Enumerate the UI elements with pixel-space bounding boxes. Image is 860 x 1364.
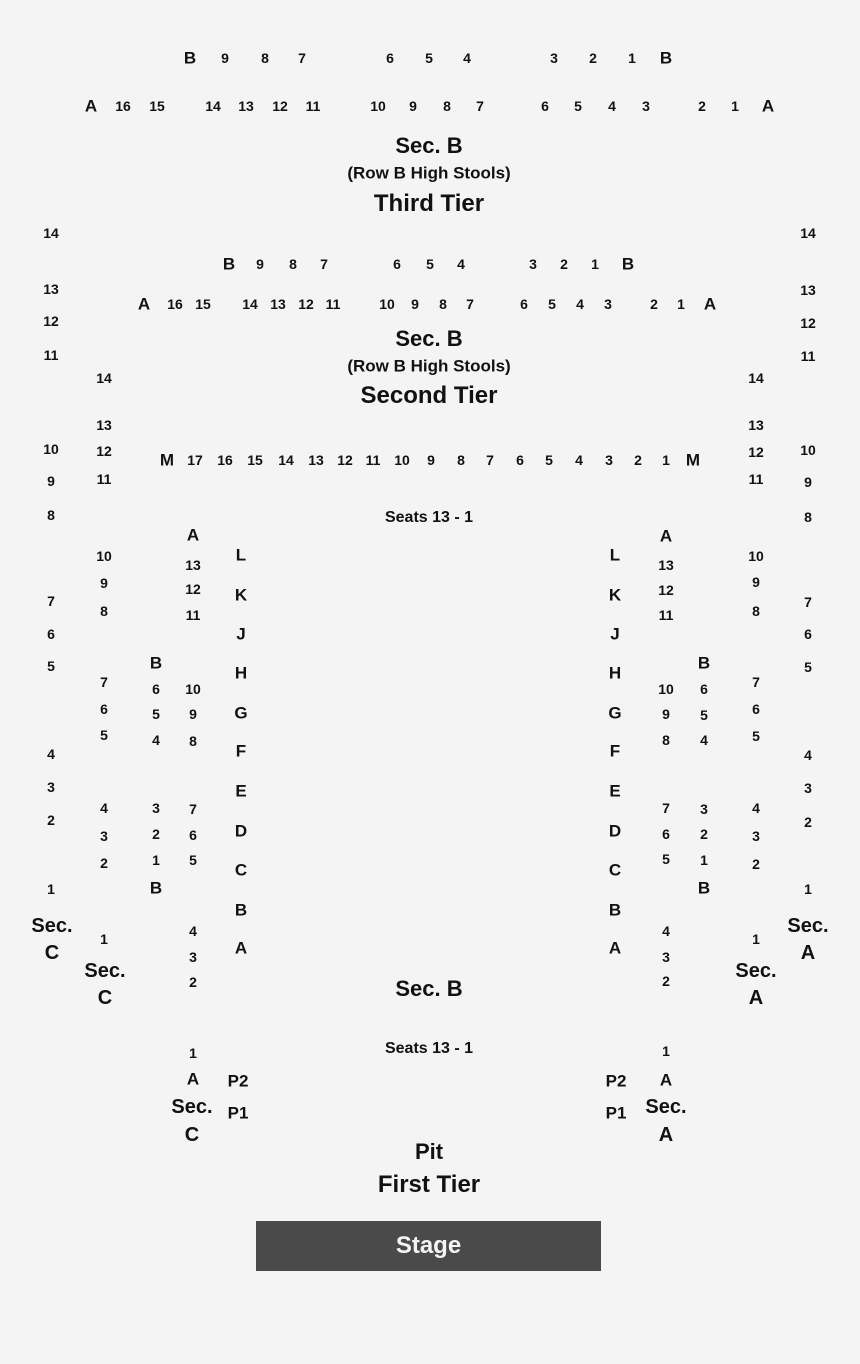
right-side-seat: 7 <box>752 674 760 690</box>
third-tier-row-b-seat: 7 <box>298 50 306 66</box>
third-tier-row-a-seat: 5 <box>574 98 582 114</box>
third-tier-section-label: Sec. B <box>395 133 463 158</box>
row-letter-left: D <box>234 821 248 841</box>
row-letter-left: K <box>234 585 248 605</box>
box-seat-left: 9 <box>189 706 197 722</box>
third-tier-row-a-seat: A <box>84 96 98 116</box>
box-seat-right: 8 <box>662 732 670 748</box>
box-seat-right: 2 <box>662 973 670 989</box>
second-tier-row-b-seat: 1 <box>591 256 599 272</box>
third-tier-row-a-seat: 1 <box>731 98 739 114</box>
outer-left-seat: 8 <box>47 507 55 523</box>
box-seat-right: 13 <box>658 557 674 573</box>
box-seat-left: 1 <box>152 852 160 868</box>
left-side-seat: 3 <box>100 828 108 844</box>
outer-right-seat: 4 <box>804 747 812 763</box>
outer-left-seat: 4 <box>47 746 55 762</box>
second-tier-row-a-seat: 12 <box>298 296 314 312</box>
box-seat-right: 5 <box>662 851 670 867</box>
second-tier-row-a-seat: 9 <box>411 296 419 312</box>
second-tier-row-a-seat: 13 <box>270 296 286 312</box>
box-seat-right: 11 <box>658 607 674 623</box>
third-tier-row-a-seat: 12 <box>272 98 288 114</box>
second-tier-row-a-seat: 7 <box>466 296 474 312</box>
right-side-seat: 12 <box>748 444 764 460</box>
row-letter-left: H <box>234 663 248 683</box>
box-seat-right: A <box>659 1070 673 1090</box>
first-tier-row-m-seat: 8 <box>457 452 465 468</box>
section-a-label: Sec. <box>787 915 829 937</box>
section-c-label: C <box>184 1124 200 1146</box>
first-tier-row-m-seat: 7 <box>486 452 494 468</box>
third-tier-row-a-seat: 6 <box>541 98 549 114</box>
section-a-label: A <box>800 942 816 964</box>
row-letter-left: G <box>234 703 248 723</box>
right-side-seat: 9 <box>752 574 760 590</box>
row-letter-right: G <box>608 703 622 723</box>
third-tier-row-b-seat: 5 <box>425 50 433 66</box>
left-side-seat: 10 <box>96 548 112 564</box>
box-seat-left: A <box>186 525 200 545</box>
box-seat-left: B <box>149 878 163 898</box>
second-tier-row-a-seat: A <box>137 294 151 314</box>
box-seat-left: A <box>186 1069 200 1089</box>
left-side-seat: 2 <box>100 855 108 871</box>
third-tier-row-a-seat: 11 <box>305 98 321 114</box>
second-tier-row-b-seat: 9 <box>256 256 264 272</box>
left-side-seat: 4 <box>100 800 108 816</box>
box-seat-left: 1 <box>189 1045 197 1061</box>
third-tier-row-b-seat: 3 <box>550 50 558 66</box>
box-seat-left: 8 <box>189 733 197 749</box>
second-tier-row-b-seat: B <box>222 254 236 274</box>
pit-row-right: P1 <box>605 1103 627 1123</box>
section-c-label: Sec. <box>84 960 126 982</box>
box-seat-left: 2 <box>189 974 197 990</box>
outer-left-seat: 9 <box>47 473 55 489</box>
box-seat-right: 12 <box>658 582 674 598</box>
row-letter-right: E <box>609 781 621 801</box>
box-seat-right: 1 <box>662 1043 670 1059</box>
third-tier-row-a-seat: 16 <box>115 98 131 114</box>
second-tier-row-a-seat: 1 <box>677 296 685 312</box>
left-side-seat: 7 <box>100 674 108 690</box>
third-tier-row-a-seat: 10 <box>370 98 386 114</box>
right-side-seat: 3 <box>752 828 760 844</box>
outer-right-seat: 8 <box>804 509 812 525</box>
left-side-seat: 8 <box>100 603 108 619</box>
box-seat-left: 7 <box>189 801 197 817</box>
section-a-label: A <box>658 1124 674 1146</box>
row-letter-right: K <box>608 585 622 605</box>
second-tier-row-a-seat: 4 <box>576 296 584 312</box>
box-seat-right: 4 <box>700 732 708 748</box>
left-side-seat: 5 <box>100 727 108 743</box>
outer-left-seat: 14 <box>43 225 59 241</box>
first-tier-section-label: Sec. B <box>395 976 463 1001</box>
right-side-seat: 2 <box>752 856 760 872</box>
section-c-label: C <box>97 987 113 1009</box>
second-tier-row-a-seat: 14 <box>242 296 258 312</box>
section-a-label: Sec. <box>645 1096 687 1118</box>
row-letter-right: H <box>608 663 622 683</box>
row-letter-right: A <box>608 938 622 958</box>
row-letter-left: J <box>236 624 246 644</box>
box-seat-left: 4 <box>152 732 160 748</box>
row-letter-right: C <box>608 860 622 880</box>
seats-range-label: Seats 13 - 1 <box>384 509 474 526</box>
left-side-seat: 6 <box>100 701 108 717</box>
third-tier-row-b-seat: B <box>183 48 197 68</box>
second-tier-row-a-seat: 3 <box>604 296 612 312</box>
pit-row-right: P2 <box>605 1071 627 1091</box>
left-side-seat: 11 <box>96 471 112 487</box>
row-letter-left: F <box>235 741 247 761</box>
row-letter-right: D <box>608 821 622 841</box>
third-tier-row-a-seat: 2 <box>698 98 706 114</box>
box-seat-right: B <box>697 653 711 673</box>
second-tier-row-a-seat: 16 <box>167 296 183 312</box>
third-tier-note: (Row B High Stools) <box>347 163 511 183</box>
box-seat-right: 4 <box>662 923 670 939</box>
third-tier-row-a-seat: 8 <box>443 98 451 114</box>
seats-range-label: Seats 13 - 1 <box>384 1040 474 1057</box>
second-tier-row-a-seat: 2 <box>650 296 658 312</box>
box-seat-left: 6 <box>152 681 160 697</box>
box-seat-right: B <box>697 878 711 898</box>
left-side-seat: 12 <box>96 443 112 459</box>
outer-left-seat: 12 <box>43 313 59 329</box>
third-tier-row-a-seat: 3 <box>642 98 650 114</box>
third-tier-row-b-seat: 8 <box>261 50 269 66</box>
row-letter-left: E <box>235 781 247 801</box>
first-tier-row-m-seat: 16 <box>217 452 233 468</box>
first-tier-row-m-seat: 12 <box>337 452 353 468</box>
first-tier-row-m-seat: 3 <box>605 452 613 468</box>
second-tier-row-b-seat: B <box>621 254 635 274</box>
pit-row-left: P1 <box>227 1103 249 1123</box>
third-tier-row-a-seat: 15 <box>149 98 165 114</box>
outer-left-seat: 11 <box>43 347 59 363</box>
second-tier-note: (Row B High Stools) <box>347 356 511 376</box>
first-tier-row-m-seat: 5 <box>545 452 553 468</box>
third-tier-row-b-seat: 4 <box>463 50 471 66</box>
third-tier-row-a-seat: 13 <box>238 98 254 114</box>
first-tier-row-m-seat: M <box>159 450 175 470</box>
right-side-seat: 1 <box>752 931 760 947</box>
first-tier-row-m-seat: 4 <box>575 452 583 468</box>
right-side-seat: 14 <box>748 370 764 386</box>
outer-left-seat: 5 <box>47 658 55 674</box>
section-a-label: Sec. <box>735 960 777 982</box>
second-tier-row-a-seat: 11 <box>325 296 341 312</box>
first-tier-row-m-seat: 1 <box>662 452 670 468</box>
first-tier-row-m-seat: 2 <box>634 452 642 468</box>
box-seat-left: 5 <box>189 852 197 868</box>
second-tier-row-a-seat: 5 <box>548 296 556 312</box>
box-seat-right: A <box>659 526 673 546</box>
outer-right-seat: 12 <box>800 315 816 331</box>
section-a-label: A <box>748 987 764 1009</box>
row-letter-left: C <box>234 860 248 880</box>
third-tier-row-a-seat: 14 <box>205 98 221 114</box>
third-tier-row-a-seat: 9 <box>409 98 417 114</box>
third-tier-title: Third Tier <box>373 190 485 217</box>
box-seat-left: 4 <box>189 923 197 939</box>
second-tier-row-b-seat: 8 <box>289 256 297 272</box>
row-letter-right: B <box>608 900 622 920</box>
third-tier-row-a-seat: 7 <box>476 98 484 114</box>
outer-right-seat: 10 <box>800 442 816 458</box>
right-side-seat: 8 <box>752 603 760 619</box>
second-tier-title: Second Tier <box>360 382 498 409</box>
third-tier-row-b-seat: 1 <box>628 50 636 66</box>
second-tier-row-a-seat: A <box>703 294 717 314</box>
third-tier-row-b-seat: 2 <box>589 50 597 66</box>
box-seat-left: 2 <box>152 826 160 842</box>
box-seat-right: 3 <box>662 949 670 965</box>
outer-left-seat: 10 <box>43 441 59 457</box>
box-seat-right: 2 <box>700 826 708 842</box>
first-tier-row-m-seat: 6 <box>516 452 524 468</box>
outer-left-seat: 3 <box>47 779 55 795</box>
third-tier-row-a-seat: 4 <box>608 98 616 114</box>
right-side-seat: 10 <box>748 548 764 564</box>
row-letter-right: F <box>609 741 621 761</box>
right-side-seat: 13 <box>748 417 764 433</box>
right-side-seat: 5 <box>752 728 760 744</box>
first-tier-row-m-seat: 10 <box>394 452 410 468</box>
third-tier-row-a-seat: A <box>761 96 775 116</box>
second-tier-row-b-seat: 3 <box>529 256 537 272</box>
second-tier-row-a-seat: 6 <box>520 296 528 312</box>
right-side-seat: 6 <box>752 701 760 717</box>
box-seat-left: 3 <box>152 800 160 816</box>
second-tier-row-b-seat: 7 <box>320 256 328 272</box>
pit-label: Pit <box>414 1139 444 1164</box>
second-tier-row-b-seat: 6 <box>393 256 401 272</box>
box-seat-right: 10 <box>658 681 674 697</box>
outer-right-seat: 6 <box>804 626 812 642</box>
box-seat-right: 9 <box>662 706 670 722</box>
box-seat-left: 6 <box>189 827 197 843</box>
outer-right-seat: 11 <box>800 348 816 364</box>
box-seat-left: B <box>149 653 163 673</box>
outer-left-seat: 13 <box>43 281 59 297</box>
row-letter-left: L <box>235 545 247 565</box>
first-tier-row-m-seat: 13 <box>308 452 324 468</box>
third-tier-row-b-seat: B <box>659 48 673 68</box>
left-side-seat: 9 <box>100 575 108 591</box>
box-seat-right: 5 <box>700 707 708 723</box>
outer-right-seat: 7 <box>804 594 812 610</box>
third-tier-row-b-seat: 6 <box>386 50 394 66</box>
outer-right-seat: 9 <box>804 474 812 490</box>
first-tier-row-m-seat: 9 <box>427 452 435 468</box>
pit-row-left: P2 <box>227 1071 249 1091</box>
row-letter-right: J <box>610 624 620 644</box>
first-tier-row-m-seat: 15 <box>247 452 263 468</box>
box-seat-right: 3 <box>700 801 708 817</box>
left-side-seat: 14 <box>96 370 112 386</box>
outer-left-seat: 7 <box>47 593 55 609</box>
box-seat-left: 11 <box>185 607 201 623</box>
outer-left-seat: 1 <box>47 881 55 897</box>
row-letter-left: B <box>234 900 248 920</box>
second-tier-row-b-seat: 2 <box>560 256 568 272</box>
box-seat-right: 6 <box>700 681 708 697</box>
box-seat-right: 1 <box>700 852 708 868</box>
box-seat-left: 13 <box>185 557 201 573</box>
right-side-seat: 11 <box>748 471 764 487</box>
left-side-seat: 1 <box>100 931 108 947</box>
box-seat-left: 3 <box>189 949 197 965</box>
stage: Stage <box>256 1221 601 1271</box>
outer-right-seat: 13 <box>800 282 816 298</box>
outer-left-seat: 2 <box>47 812 55 828</box>
second-tier-row-a-seat: 8 <box>439 296 447 312</box>
outer-right-seat: 5 <box>804 659 812 675</box>
outer-right-seat: 2 <box>804 814 812 830</box>
outer-right-seat: 1 <box>804 881 812 897</box>
box-seat-right: 6 <box>662 826 670 842</box>
second-tier-row-a-seat: 10 <box>379 296 395 312</box>
box-seat-left: 5 <box>152 706 160 722</box>
section-c-label: Sec. <box>31 915 73 937</box>
box-seat-left: 12 <box>185 581 201 597</box>
first-tier-row-m-seat: 17 <box>187 452 203 468</box>
left-side-seat: 13 <box>96 417 112 433</box>
second-tier-row-b-seat: 5 <box>426 256 434 272</box>
first-tier-row-m-seat: 14 <box>278 452 294 468</box>
outer-left-seat: 6 <box>47 626 55 642</box>
second-tier-row-b-seat: 4 <box>457 256 465 272</box>
section-c-label: C <box>44 942 60 964</box>
first-tier-title: First Tier <box>377 1171 481 1198</box>
outer-right-seat: 3 <box>804 780 812 796</box>
box-seat-right: 7 <box>662 800 670 816</box>
row-letter-right: L <box>609 545 621 565</box>
second-tier-section-label: Sec. B <box>395 326 463 351</box>
section-c-label: Sec. <box>171 1096 213 1118</box>
row-letter-left: A <box>234 938 248 958</box>
third-tier-row-b-seat: 9 <box>221 50 229 66</box>
first-tier-row-m-seat: M <box>685 450 701 470</box>
box-seat-left: 10 <box>185 681 201 697</box>
first-tier-row-m-seat: 11 <box>365 452 381 468</box>
right-side-seat: 4 <box>752 800 760 816</box>
second-tier-row-a-seat: 15 <box>195 296 211 312</box>
outer-right-seat: 14 <box>800 225 816 241</box>
